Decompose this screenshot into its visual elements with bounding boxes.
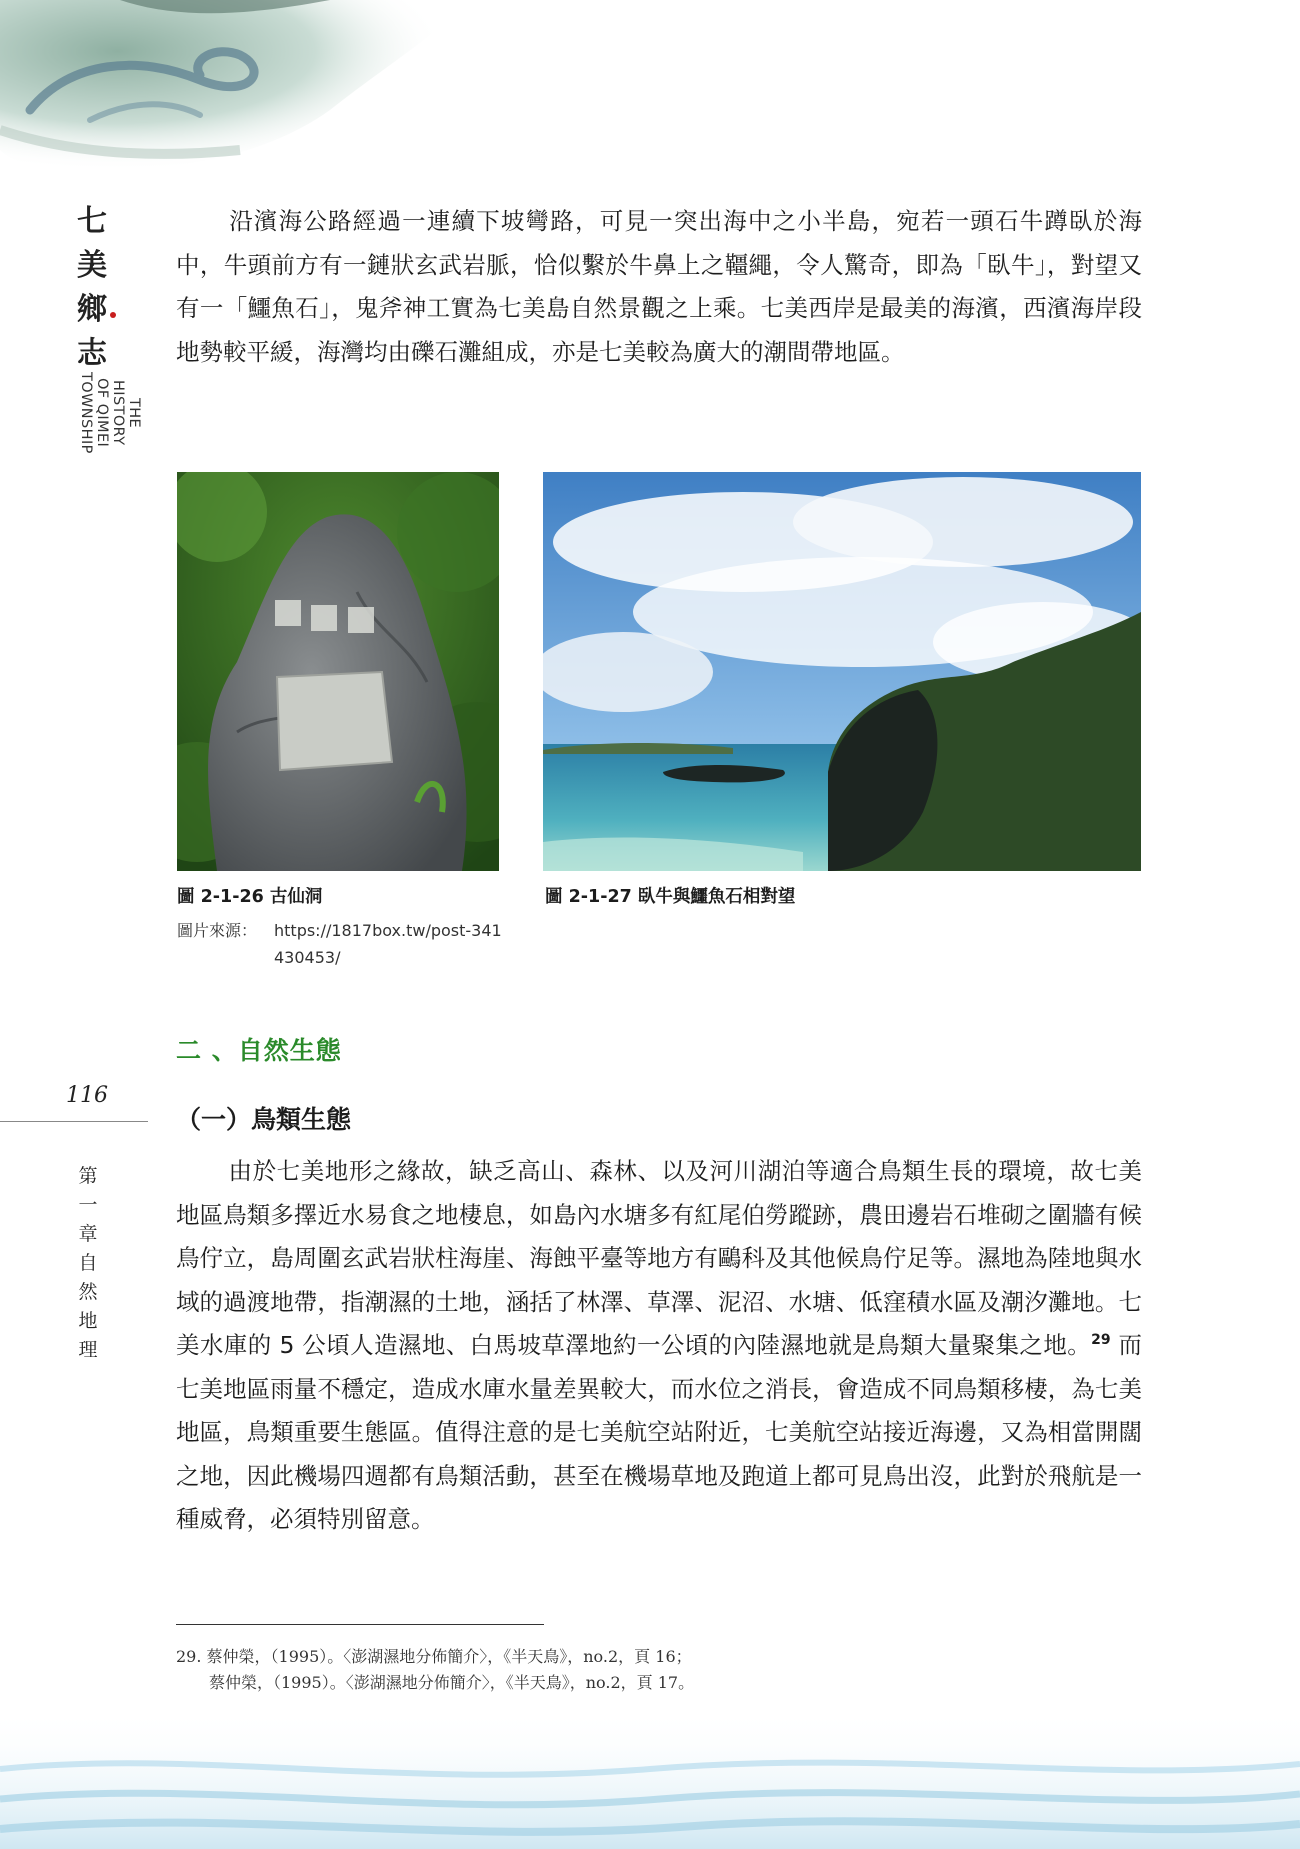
side-title-char: 七 [77, 204, 107, 239]
footnotes [176, 1644, 876, 1696]
side-title-char: 鄉 [77, 292, 107, 327]
bottom-wave-decoration [0, 1709, 1300, 1849]
footnote-reference[interactable]: 29 [1091, 1332, 1111, 1349]
figure-caption-right: 圖 2-1-27 臥牛與鱷魚石相對望 [545, 887, 796, 907]
paragraph-text: 沿濱海公路經過一連續下坡彎路，可見一突出海中之小半島，宛若一頭石牛蹲臥於海中，牛頭前方有一鏈狀玄武岩脈，恰似繫於牛鼻上之韁繩，令人驚奇，即為「臥牛」，對望又有一「鱷魚石」，鬼斧神工實為七美島自然景觀之上乘。七美西岸是最美的海濱，西濱海岸段地勢較平緩，海灣均由礫石灘組成，亦是七美較為廣大的潮間帶地區。 [176, 207, 1142, 366]
section-heading: 二 、自然生態 [176, 1036, 342, 1065]
side-title-char: 志 [77, 336, 107, 371]
footnote-line: 蔡仲榮，（1995）。〈澎湖濕地分佈簡介〉，《半天鳥》，no.2，頁 17。 [209, 1673, 695, 1692]
red-dot-decoration [110, 312, 116, 318]
paragraph-text: 而七美地區雨量不穩定，造成水庫水量差異較大，而水位之消長，會造成不同鳥類移棲，為七美地區，鳥類重要生態區。值得注意的是七美航空站附近，七美航空站接近海邊，又為相當開闊之地，因此機場四週都有鳥類活動，甚至在機場草地及跑道上都可見鳥出沒，此對於飛航是一種威脅，必須特別留意。 [176, 1331, 1142, 1533]
footnote-divider [176, 1624, 544, 1625]
body-paragraph-1 [176, 200, 1142, 374]
side-title-english: THE HISTORY OF QIMEI TOWNSHIP [78, 372, 142, 454]
footnote-line: 29. 蔡仲榮，（1995）。〈澎湖濕地分佈簡介〉，《半天鳥》，no.2，頁 16； [176, 1647, 692, 1666]
corner-decoration [0, 0, 470, 185]
chapter-label: 第一章 自然地理 [78, 1165, 98, 1361]
side-title [72, 200, 142, 454]
photo-coast-view [543, 472, 1141, 871]
side-title-char: 美 [77, 248, 107, 283]
photo-guxian-cave [177, 472, 499, 871]
figure-source [177, 917, 507, 971]
body-paragraph-2 [176, 1150, 1142, 1542]
source-url-link[interactable]: https://1817box.tw/post-341430453/ [274, 921, 502, 967]
subsection-heading: （一）鳥類生態 [176, 1105, 352, 1134]
source-label: 圖片來源： [177, 921, 258, 940]
paragraph-text: 由於七美地形之緣故，缺乏高山、森林、以及河川湖泊等適合鳥類生長的環境，故七美地區鳥類多擇近水易食之地棲息，如島內水塘多有紅尾伯勞蹤跡，農田邊岩石堆砌之圍牆有候鳥佇立，島周圍玄武岩狀柱海崖、海蝕平臺等地方有鷗科及其他候鳥佇足等。濕地為陸地與水域的過渡地帶，指潮濕的土地，涵括了林澤、草澤、泥沼、水塘、低窪積水區及潮汐灘地。七美水庫的 5 公頃人造濕地、白馬坡草澤地約一公頃的內陸濕地就是鳥類大量聚集之地。 [176, 1157, 1142, 1359]
figure-caption-left: 圖 2-1-26 古仙洞 [177, 887, 323, 907]
page-number-rule [0, 1121, 148, 1122]
page-number: 116 [66, 1083, 108, 1108]
